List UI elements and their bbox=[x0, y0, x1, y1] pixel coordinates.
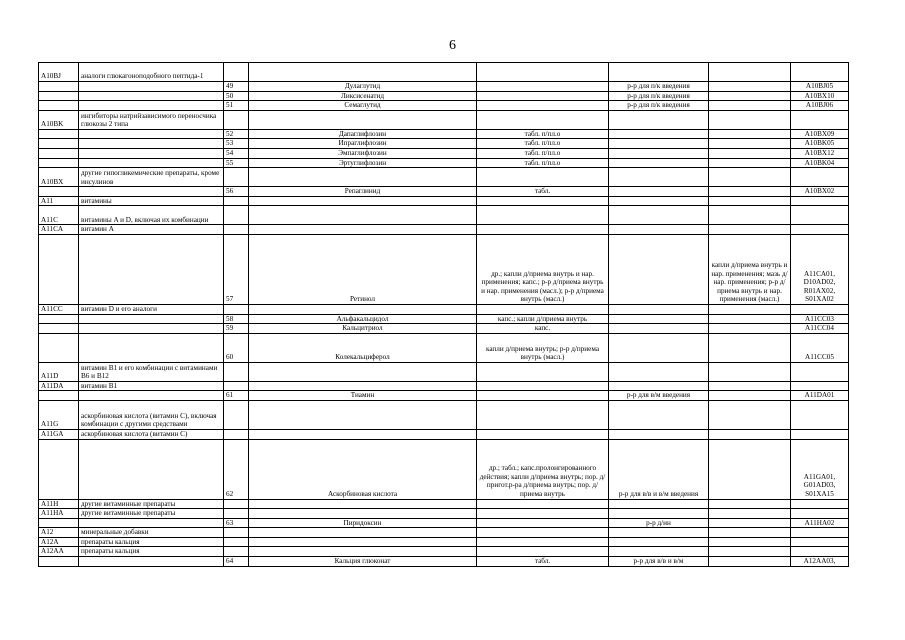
row-atc-code bbox=[791, 304, 849, 314]
row-category-name bbox=[79, 391, 224, 401]
row-other-form bbox=[709, 168, 791, 187]
row-drug-name: Дулаглутид bbox=[249, 82, 477, 92]
row-number: 55 bbox=[224, 158, 249, 168]
row-injection-form bbox=[609, 499, 709, 509]
row-category-name bbox=[79, 82, 224, 92]
row-drug-name bbox=[249, 528, 477, 538]
row-drug-name bbox=[249, 63, 477, 82]
row-category-name: препараты кальция bbox=[79, 547, 224, 557]
row-other-form bbox=[709, 381, 791, 391]
row-code: A10BK bbox=[39, 110, 79, 129]
row-injection-form bbox=[609, 547, 709, 557]
row-injection-form bbox=[609, 537, 709, 547]
row-category-name bbox=[79, 187, 224, 197]
row-injection-form bbox=[609, 110, 709, 129]
row-code: A11 bbox=[39, 196, 79, 206]
row-drug-name: Альфакальцидол bbox=[249, 314, 477, 324]
table-row bbox=[39, 63, 849, 82]
page-number: 6 bbox=[449, 38, 456, 53]
row-category-name: витамины bbox=[79, 196, 224, 206]
row-other-form bbox=[709, 439, 791, 499]
row-other-form bbox=[709, 139, 791, 149]
row-drug-name bbox=[249, 168, 477, 187]
row-atc-code: A10BX12 bbox=[791, 148, 849, 158]
row-injection-form bbox=[609, 362, 709, 381]
row-dosage-form: табл. bbox=[477, 187, 609, 197]
row-code: A12A bbox=[39, 537, 79, 547]
row-atc-code: A10BK04 bbox=[791, 158, 849, 168]
table-row bbox=[39, 333, 849, 362]
row-code: A12AA bbox=[39, 547, 79, 557]
table-row bbox=[39, 91, 849, 101]
row-other-form bbox=[709, 63, 791, 82]
row-category-name bbox=[79, 234, 224, 304]
row-category-name: другие витаминные препараты bbox=[79, 509, 224, 519]
row-drug-name: Колекальциферол bbox=[249, 333, 477, 362]
row-code bbox=[39, 518, 79, 528]
row-number bbox=[224, 362, 249, 381]
row-code bbox=[39, 557, 79, 567]
row-category-name: аналоги глюкагоноподобного пептида-1 bbox=[79, 63, 224, 82]
row-category-name bbox=[79, 148, 224, 158]
row-drug-name bbox=[249, 110, 477, 129]
row-code bbox=[39, 187, 79, 197]
row-drug-name bbox=[249, 206, 477, 225]
row-drug-name: Кальцитриол bbox=[249, 324, 477, 334]
row-atc-code: A10BJ05 bbox=[791, 82, 849, 92]
row-injection-form: р-р для п/к введения bbox=[609, 101, 709, 111]
row-code: A12 bbox=[39, 528, 79, 538]
table-row bbox=[39, 225, 849, 235]
row-injection-form bbox=[609, 324, 709, 334]
row-code bbox=[39, 391, 79, 401]
row-drug-name: Пиридоксин bbox=[249, 518, 477, 528]
row-number bbox=[224, 528, 249, 538]
row-atc-code bbox=[791, 206, 849, 225]
row-category-name bbox=[79, 333, 224, 362]
row-atc-code: A10BX02 bbox=[791, 187, 849, 197]
row-drug-name bbox=[249, 499, 477, 509]
row-other-form bbox=[709, 518, 791, 528]
row-drug-name bbox=[249, 381, 477, 391]
row-atc-code bbox=[791, 547, 849, 557]
row-other-form bbox=[709, 509, 791, 519]
row-injection-form bbox=[609, 400, 709, 429]
row-code: A10BJ bbox=[39, 63, 79, 82]
row-other-form bbox=[709, 537, 791, 547]
table-row bbox=[39, 82, 849, 92]
row-other-form bbox=[709, 91, 791, 101]
row-dosage-form: др.; капли д/приема внутрь и нар. применения; капс.; р-р д/приема внутрь и нар. применения (масл.); р-р д/приема внутрь (масл.) bbox=[477, 234, 609, 304]
row-number: 51 bbox=[224, 101, 249, 111]
row-other-form bbox=[709, 158, 791, 168]
row-dosage-form: капли д/приема внутрь; р-р д/приема внутрь (масл.) bbox=[477, 333, 609, 362]
row-other-form bbox=[709, 304, 791, 314]
row-number bbox=[224, 225, 249, 235]
row-category-name: аскорбиновая кислота (витамин C), включая комбинации с другими средствами bbox=[79, 400, 224, 429]
row-atc-code bbox=[791, 537, 849, 547]
row-atc-code: A10BJ06 bbox=[791, 101, 849, 111]
table-row bbox=[39, 139, 849, 149]
row-other-form bbox=[709, 557, 791, 567]
row-dosage-form bbox=[477, 196, 609, 206]
row-dosage-form: капс. bbox=[477, 324, 609, 334]
row-code: A11HA bbox=[39, 509, 79, 519]
row-other-form bbox=[709, 499, 791, 509]
row-dosage-form bbox=[477, 537, 609, 547]
row-atc-code bbox=[791, 381, 849, 391]
table-row bbox=[39, 429, 849, 439]
row-drug-name bbox=[249, 429, 477, 439]
row-code: A11H bbox=[39, 499, 79, 509]
row-number: 60 bbox=[224, 333, 249, 362]
row-atc-code: A11CC04 bbox=[791, 324, 849, 334]
table-row bbox=[39, 110, 849, 129]
row-drug-name: Ипраглифлозин bbox=[249, 139, 477, 149]
row-injection-form bbox=[609, 234, 709, 304]
row-other-form bbox=[709, 333, 791, 362]
row-dosage-form bbox=[477, 63, 609, 82]
row-other-form bbox=[709, 324, 791, 334]
row-drug-name: Эртуглифлозин bbox=[249, 158, 477, 168]
row-number bbox=[224, 547, 249, 557]
row-drug-name: Аскорбиновая кислота bbox=[249, 439, 477, 499]
row-number: 52 bbox=[224, 129, 249, 139]
table-row bbox=[39, 362, 849, 381]
row-atc-code bbox=[791, 499, 849, 509]
row-code bbox=[39, 314, 79, 324]
row-code: A11DA bbox=[39, 381, 79, 391]
row-category-name bbox=[79, 158, 224, 168]
row-other-form bbox=[709, 187, 791, 197]
row-dosage-form bbox=[477, 518, 609, 528]
row-drug-name: Репаглинид bbox=[249, 187, 477, 197]
row-injection-form bbox=[609, 314, 709, 324]
row-number bbox=[224, 304, 249, 314]
row-dosage-form: табл. п/пл.о bbox=[477, 148, 609, 158]
table-row bbox=[39, 537, 849, 547]
row-drug-name: Эмпаглифлозин bbox=[249, 148, 477, 158]
row-category-name bbox=[79, 518, 224, 528]
row-code: A11C bbox=[39, 206, 79, 225]
row-drug-name bbox=[249, 225, 477, 235]
row-number bbox=[224, 206, 249, 225]
row-code bbox=[39, 148, 79, 158]
row-atc-code bbox=[791, 429, 849, 439]
row-other-form bbox=[709, 528, 791, 538]
row-atc-code: A11GA01, G01AD03, S01XA15 bbox=[791, 439, 849, 499]
row-drug-name: Дапаглифлозин bbox=[249, 129, 477, 139]
table-row bbox=[39, 129, 849, 139]
table-row bbox=[39, 304, 849, 314]
row-other-form bbox=[709, 225, 791, 235]
row-code: A11CA bbox=[39, 225, 79, 235]
row-number: 64 bbox=[224, 557, 249, 567]
row-category-name: витамин D и его аналоги bbox=[79, 304, 224, 314]
row-other-form bbox=[709, 101, 791, 111]
row-category-name: витамин A bbox=[79, 225, 224, 235]
row-atc-code: A10BX10 bbox=[791, 91, 849, 101]
row-atc-code: A10BX09 bbox=[791, 129, 849, 139]
row-category-name bbox=[79, 314, 224, 324]
table-row bbox=[39, 196, 849, 206]
row-number: 61 bbox=[224, 391, 249, 401]
row-drug-name: Тиамин bbox=[249, 391, 477, 401]
row-dosage-form bbox=[477, 400, 609, 429]
row-other-form bbox=[709, 547, 791, 557]
row-category-name: другие витаминные препараты bbox=[79, 499, 224, 509]
row-drug-name bbox=[249, 547, 477, 557]
row-dosage-form bbox=[477, 101, 609, 111]
row-injection-form bbox=[609, 168, 709, 187]
row-code bbox=[39, 439, 79, 499]
row-atc-code: A12AA03, bbox=[791, 557, 849, 567]
row-code: A11GA bbox=[39, 429, 79, 439]
row-drug-name: Ликсисенатид bbox=[249, 91, 477, 101]
row-dosage-form: капс.; капли д/приема внутрь bbox=[477, 314, 609, 324]
row-injection-form bbox=[609, 333, 709, 362]
row-other-form bbox=[709, 429, 791, 439]
row-code bbox=[39, 333, 79, 362]
row-injection-form bbox=[609, 63, 709, 82]
row-number: 56 bbox=[224, 187, 249, 197]
row-category-name: витамин B1 bbox=[79, 381, 224, 391]
row-other-form bbox=[709, 110, 791, 129]
row-category-name: минеральные добавки bbox=[79, 528, 224, 538]
row-category-name: ингибиторы натрийзависимого переносчика глюкозы 2 типа bbox=[79, 110, 224, 129]
row-dosage-form bbox=[477, 362, 609, 381]
table-row bbox=[39, 381, 849, 391]
row-other-form bbox=[709, 82, 791, 92]
row-injection-form bbox=[609, 225, 709, 235]
table-row bbox=[39, 234, 849, 304]
row-injection-form: р-р для в/в и в/м введения bbox=[609, 439, 709, 499]
row-code: A11CC bbox=[39, 304, 79, 314]
row-injection-form bbox=[609, 158, 709, 168]
table-row bbox=[39, 324, 849, 334]
row-injection-form bbox=[609, 187, 709, 197]
row-number: 63 bbox=[224, 518, 249, 528]
row-injection-form bbox=[609, 148, 709, 158]
row-code bbox=[39, 91, 79, 101]
row-injection-form bbox=[609, 509, 709, 519]
row-atc-code bbox=[791, 225, 849, 235]
row-injection-form: р-р д/ин bbox=[609, 518, 709, 528]
row-dosage-form bbox=[477, 168, 609, 187]
row-injection-form bbox=[609, 429, 709, 439]
row-injection-form: р-р для в/в и в/м bbox=[609, 557, 709, 567]
row-code: A11D bbox=[39, 362, 79, 381]
row-other-form bbox=[709, 400, 791, 429]
row-drug-name bbox=[249, 362, 477, 381]
row-number: 57 bbox=[224, 234, 249, 304]
row-number bbox=[224, 499, 249, 509]
row-dosage-form: др.; табл.; капс.пролонгированного действия; капли д/приема внутрь; пор. д/пригот.р-ра д/приема внутрь; пор. д/приема внутрь bbox=[477, 439, 609, 499]
row-atc-code: A11CA01, D10AD02, R01AX02, S01XA02 bbox=[791, 234, 849, 304]
row-atc-code bbox=[791, 400, 849, 429]
row-number: 54 bbox=[224, 148, 249, 158]
row-number: 62 bbox=[224, 439, 249, 499]
table-row bbox=[39, 499, 849, 509]
row-code bbox=[39, 101, 79, 111]
row-number bbox=[224, 429, 249, 439]
row-category-name bbox=[79, 439, 224, 499]
row-drug-name bbox=[249, 196, 477, 206]
row-category-name bbox=[79, 129, 224, 139]
row-atc-code bbox=[791, 196, 849, 206]
row-other-form: капли д/приема внутрь и нар. применения; мазь д/нар. применения; р-р д/приема внутрь и нар. применения (масл.) bbox=[709, 234, 791, 304]
row-dosage-form bbox=[477, 82, 609, 92]
row-injection-form bbox=[609, 528, 709, 538]
row-number: 59 bbox=[224, 324, 249, 334]
row-atc-code bbox=[791, 168, 849, 187]
row-injection-form: р-р для п/к введения bbox=[609, 82, 709, 92]
row-category-name bbox=[79, 324, 224, 334]
table-row bbox=[39, 557, 849, 567]
row-drug-name: Кальция глюконат bbox=[249, 557, 477, 567]
table-row bbox=[39, 158, 849, 168]
row-number bbox=[224, 537, 249, 547]
row-injection-form bbox=[609, 129, 709, 139]
row-category-name bbox=[79, 101, 224, 111]
row-number: 50 bbox=[224, 91, 249, 101]
row-code bbox=[39, 234, 79, 304]
row-category-name: аскорбиновая кислота (витамин C) bbox=[79, 429, 224, 439]
row-dosage-form bbox=[477, 391, 609, 401]
row-other-form bbox=[709, 314, 791, 324]
row-category-name: витамин B1 и его комбинации с витаминами B6 и B12 bbox=[79, 362, 224, 381]
row-code bbox=[39, 82, 79, 92]
table-row bbox=[39, 547, 849, 557]
table-row bbox=[39, 400, 849, 429]
row-other-form bbox=[709, 196, 791, 206]
row-atc-code bbox=[791, 63, 849, 82]
row-drug-name bbox=[249, 537, 477, 547]
row-dosage-form bbox=[477, 381, 609, 391]
row-other-form bbox=[709, 362, 791, 381]
row-number bbox=[224, 381, 249, 391]
row-drug-name: Семаглутид bbox=[249, 101, 477, 111]
row-number: 53 bbox=[224, 139, 249, 149]
row-dosage-form: табл. bbox=[477, 557, 609, 567]
row-atc-code bbox=[791, 528, 849, 538]
table-row bbox=[39, 187, 849, 197]
row-category-name: витамины A и D, включая их комбинации bbox=[79, 206, 224, 225]
row-number bbox=[224, 63, 249, 82]
row-dosage-form bbox=[477, 110, 609, 129]
row-number bbox=[224, 509, 249, 519]
row-dosage-form bbox=[477, 528, 609, 538]
row-injection-form: р-р для в/м введения bbox=[609, 391, 709, 401]
row-number: 49 bbox=[224, 82, 249, 92]
row-other-form bbox=[709, 391, 791, 401]
row-other-form bbox=[709, 129, 791, 139]
table-row bbox=[39, 101, 849, 111]
drug-table bbox=[38, 62, 849, 567]
row-category-name: другие гипогликемические препараты, кроме инсулинов bbox=[79, 168, 224, 187]
row-dosage-form: табл. п/пл.о bbox=[477, 139, 609, 149]
row-number bbox=[224, 196, 249, 206]
row-drug-name: Ретинол bbox=[249, 234, 477, 304]
table-row bbox=[39, 206, 849, 225]
table-row bbox=[39, 314, 849, 324]
table-row bbox=[39, 518, 849, 528]
row-code bbox=[39, 139, 79, 149]
row-atc-code bbox=[791, 110, 849, 129]
table-row bbox=[39, 148, 849, 158]
row-number bbox=[224, 110, 249, 129]
row-category-name bbox=[79, 91, 224, 101]
row-injection-form bbox=[609, 381, 709, 391]
row-atc-code bbox=[791, 509, 849, 519]
row-atc-code: A10BK05 bbox=[791, 139, 849, 149]
row-dosage-form bbox=[477, 509, 609, 519]
table-row bbox=[39, 439, 849, 499]
row-number: 58 bbox=[224, 314, 249, 324]
row-atc-code: A11DA01 bbox=[791, 391, 849, 401]
row-dosage-form bbox=[477, 206, 609, 225]
table-row bbox=[39, 509, 849, 519]
row-dosage-form bbox=[477, 429, 609, 439]
row-injection-form bbox=[609, 196, 709, 206]
row-dosage-form bbox=[477, 547, 609, 557]
row-dosage-form bbox=[477, 225, 609, 235]
row-code bbox=[39, 129, 79, 139]
row-category-name bbox=[79, 139, 224, 149]
row-category-name bbox=[79, 557, 224, 567]
row-other-form bbox=[709, 206, 791, 225]
row-injection-form bbox=[609, 206, 709, 225]
table-row bbox=[39, 528, 849, 538]
table-row bbox=[39, 391, 849, 401]
row-code bbox=[39, 158, 79, 168]
row-drug-name bbox=[249, 304, 477, 314]
row-injection-form: р-р для п/к введения bbox=[609, 91, 709, 101]
row-injection-form bbox=[609, 139, 709, 149]
row-drug-name bbox=[249, 400, 477, 429]
row-code bbox=[39, 324, 79, 334]
row-dosage-form: табл. п/пл.о bbox=[477, 158, 609, 168]
row-number bbox=[224, 400, 249, 429]
table-body bbox=[39, 63, 849, 567]
row-number bbox=[224, 168, 249, 187]
row-atc-code: A11CC03 bbox=[791, 314, 849, 324]
row-atc-code bbox=[791, 362, 849, 381]
row-atc-code: A11HA02 bbox=[791, 518, 849, 528]
row-injection-form bbox=[609, 304, 709, 314]
row-dosage-form bbox=[477, 304, 609, 314]
row-drug-name bbox=[249, 509, 477, 519]
row-dosage-form bbox=[477, 91, 609, 101]
table-row bbox=[39, 168, 849, 187]
row-category-name: препараты кальция bbox=[79, 537, 224, 547]
row-dosage-form bbox=[477, 499, 609, 509]
row-code: A11G bbox=[39, 400, 79, 429]
row-dosage-form: табл. п/пл.о bbox=[477, 129, 609, 139]
row-atc-code: A11CC05 bbox=[791, 333, 849, 362]
row-code: A10BX bbox=[39, 168, 79, 187]
row-other-form bbox=[709, 148, 791, 158]
